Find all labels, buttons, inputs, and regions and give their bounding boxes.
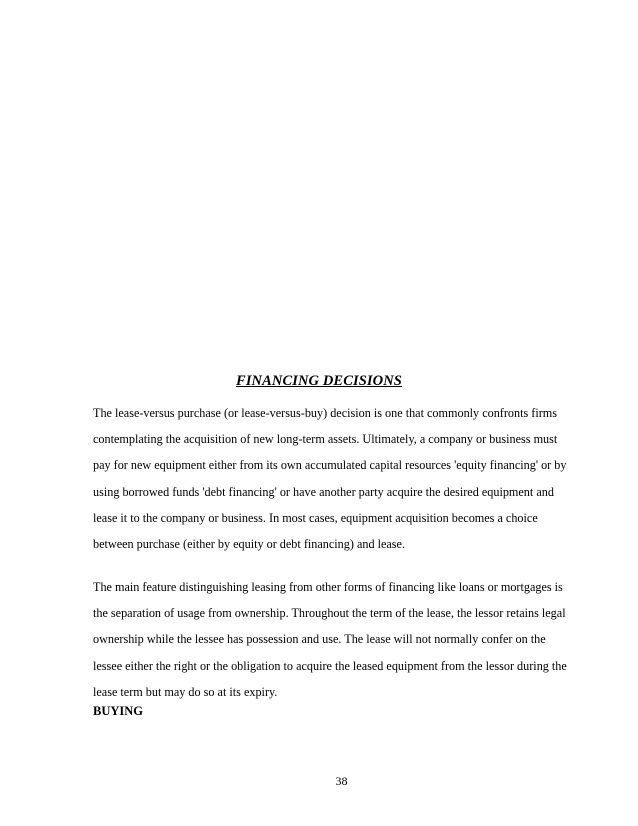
paragraph-line: contemplating the acquisition of new long-term assets. Ultimately, a company or business must xyxy=(93,432,558,447)
paragraph-line: lessee either the right or the obligation to acquire the leased equipment from the lessor during the xyxy=(93,658,567,673)
page-number: 38 xyxy=(335,774,348,788)
paragraph-line: using borrowed funds 'debt financing' or have another party acquire the desired equipment and xyxy=(93,484,554,499)
paragraph-line: pay for new equipment either from its own accumulated capital resources 'equity financing' or by xyxy=(93,458,567,473)
paragraph-lease-versus-purchase xyxy=(93,400,567,557)
page-title: FINANCING DECISIONS xyxy=(236,373,402,389)
paragraph-line: lease it to the company or business. In most cases, equipment acquisition becomes a choice xyxy=(93,510,538,525)
paragraph-line: The main feature distinguishing leasing from other forms of financing like loans or mortgages is xyxy=(93,580,563,594)
section-heading: BUYING xyxy=(93,704,144,718)
paragraph-line: ownership while the lessee has possession and use. The lease will not normally confer on the xyxy=(93,632,546,647)
paragraph-leasing-feature xyxy=(93,574,567,705)
paragraph-line: lease term but may do so at its expiry. xyxy=(93,684,278,699)
paragraph-line: The lease-versus purchase (or lease-versus-buy) decision is one that commonly confronts firms xyxy=(93,406,557,420)
paragraph-line: between purchase (either by equity or debt financing) and lease. xyxy=(93,537,406,552)
paragraph-line: the separation of usage from ownership. Throughout the term of the lease, the lessor retains legal xyxy=(93,606,566,621)
